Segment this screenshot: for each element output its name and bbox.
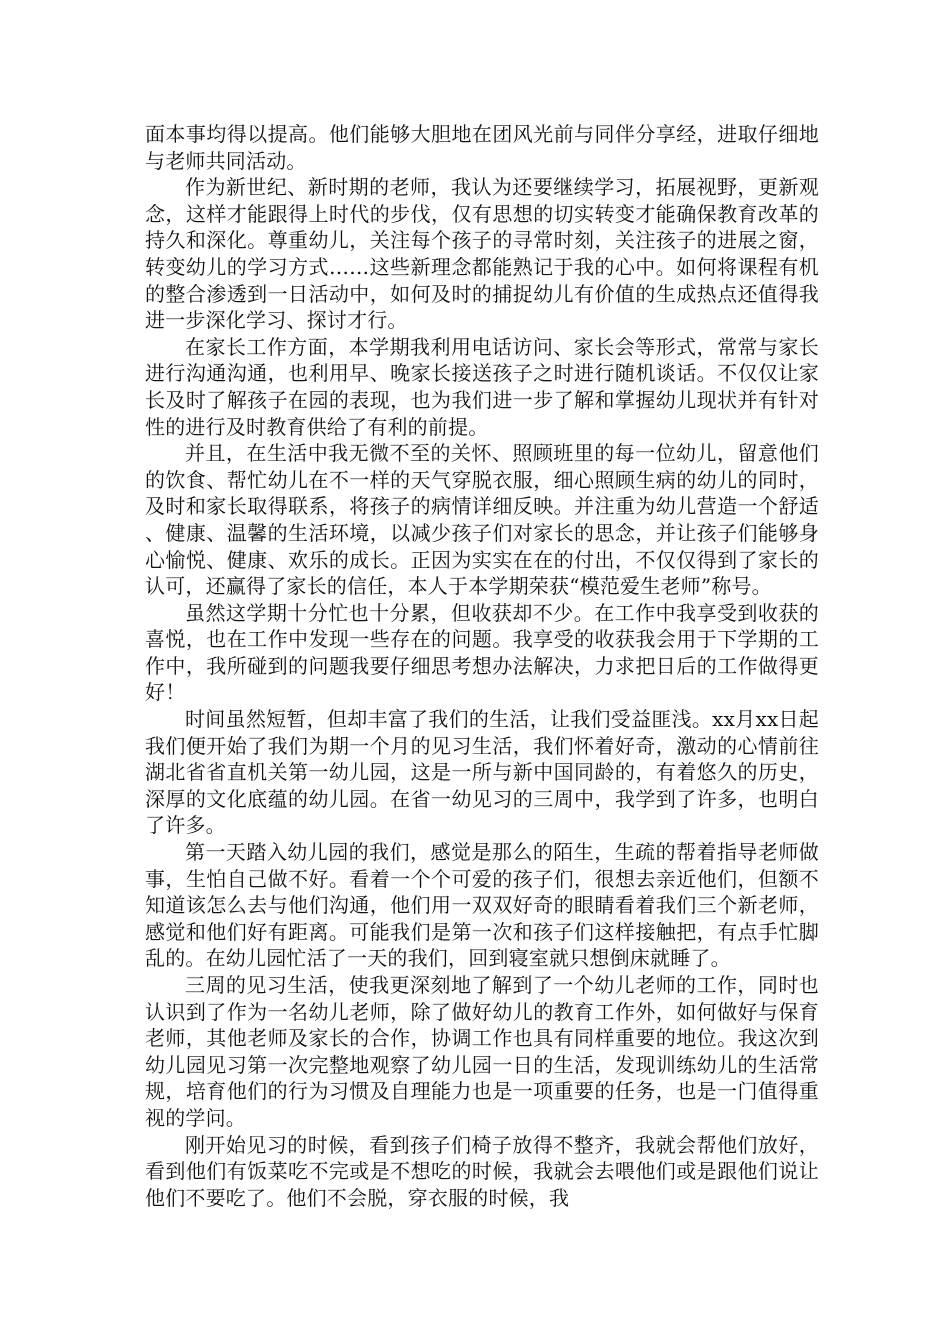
paragraph-7: 第一天踏入幼儿园的我们，感觉是那么的陌生，生疏的帮着指导老师做事，生怕自己做不好。看着一个个可爱的孩子们，很想去亲近他们，但额不知道该怎么去与他们沟通，他们用一双双好奇的眼睛看着我们三个新老师，感觉和他们好有距离。可能我们是第一次和孩子们这样接触把，有点手忙脚乱的。在幼儿园忙活了一天的我们，回到寝室就只想倒床就睡了。: [145, 840, 819, 971]
paragraph-9: 刚开始见习的时候，看到孩子们椅子放得不整齐，我就会帮他们放好，看到他们有饭菜吃不完或是不想吃的时候，我就会去喂他们或是跟他们说让他们不要吃了。他们不会脱，穿衣服的时候，我: [145, 1132, 819, 1210]
paragraph-4: 并且，在生活中我无微不至的关怀、照顾班里的每一位幼儿，留意他们的饮食、帮忙幼儿在不一样的天气穿脱衣服，细心照顾生病的幼儿的同时，及时和家长取得联系，将孩子的病情详细反映。并注重为幼儿营造一个舒适、健康、温馨的生活环境，以减少孩子们对家长的思念，并让孩子们能够身心愉悦、健康、欢乐的成长。正因为实实在在的付出，不仅仅得到了家长的认可，还赢得了家长的信任，本人于本学期荣获“模范爱生老师”称号。: [145, 441, 819, 599]
paragraph-6: 时间虽然短暂，但却丰富了我们的生活，让我们受益匪浅。xx月xx日起我们便开始了我们为期一个月的见习生活，我们怀着好奇，激动的心情前往湖北省省直机关第一幼儿园，这是一所与新中国同龄的，有着悠久的历史，深厚的文化底蕴的幼儿园。在省一幼见习的三周中，我学到了许多，也明白了许多。: [145, 707, 819, 838]
paragraph-5: 虽然这学期十分忙也十分累，但收获却不少。在工作中我享受到收获的喜悦，也在工作中发现一些存在的问题。我享受的收获我会用于下学期的工作中，我所碰到的问题我要仔细思考想办法解决，力求把日后的工作做得更好！: [145, 600, 819, 705]
paragraph-8: 三周的见习生活，使我更深刻地了解到了一个幼儿老师的工作，同时也认识到了作为一名幼儿老师，除了做好幼儿的教育工作外，如何做好与保育老师，其他老师及家长的合作，协调工作也具有同样重要的地位。我这次到幼儿园见习第一次完整地观察了幼儿园一日的生活，发现训练幼儿的生活常规，培育他们的行为习惯及自理能力也是一项重要的任务，也是一门值得重视的学问。: [145, 973, 819, 1130]
paragraph-2: 作为新世纪、新时期的老师，我认为还要继续学习，拓展视野，更新观念，这样才能跟得上时代的步伐，仅有思想的切实转变才能确保教育改革的持久和深化。尊重幼儿，关注每个孩子的寻常时刻，关注孩子的进展之窗，转变幼儿的学习方式……这些新理念都能熟记于我的心中。如何将课程有机的整合渗透到一日活动中，如何及时的捕捉幼儿有价值的生成热点还值得我进一步深化学习、探讨才行。: [145, 175, 819, 333]
document-body: [145, 121, 819, 1211]
paragraph-1: 面本事均得以提高。他们能够大胆地在团风光前与同伴分享经，进取仔细地与老师共同活动。: [145, 122, 819, 173]
paragraph-3: 在家长工作方面，本学期我利用电话访问、家长会等形式，常常与家长进行沟通沟通，也利用早、晚家长接送孩子之时进行随机谈话。不仅仅让家长及时了解孩子在园的表现，也为我们进一步了解和掌握幼儿现状并有针对性的进行及时教育供给了有利的前提。: [145, 334, 819, 439]
